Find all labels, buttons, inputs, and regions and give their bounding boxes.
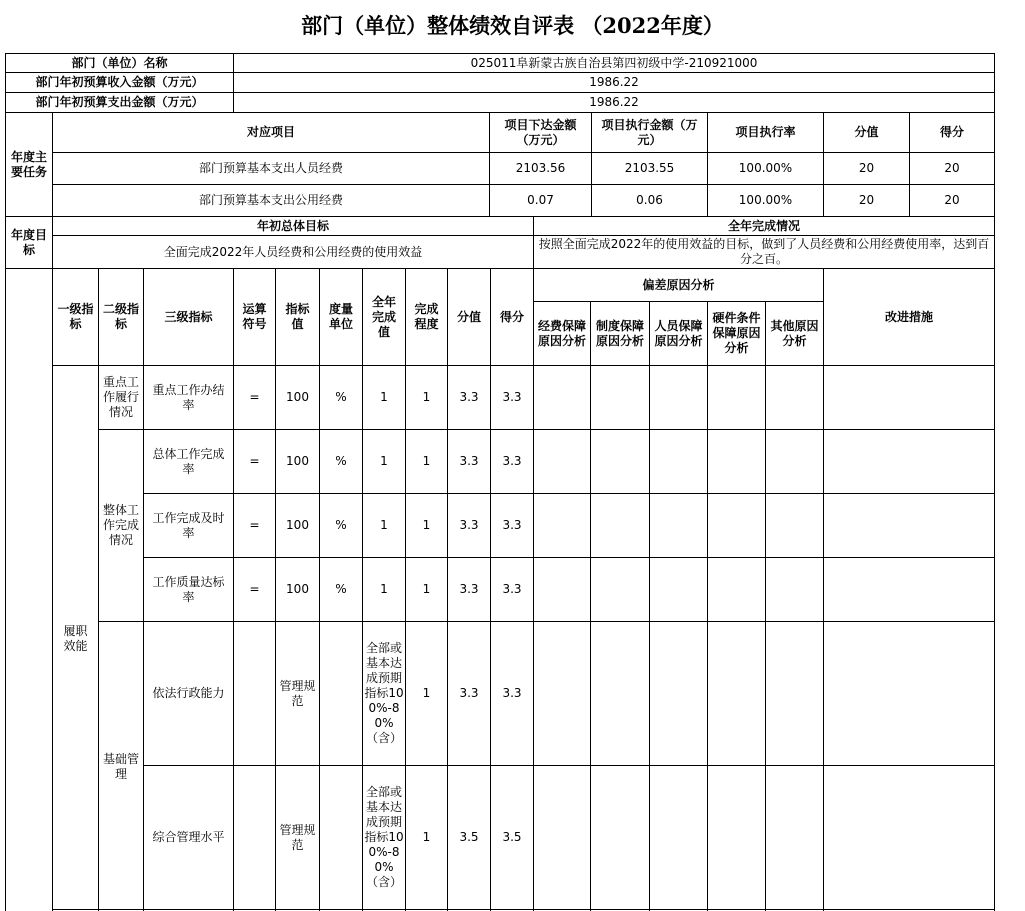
score-cell: 3.3 [502,518,522,532]
header-operator: 运算符号 [242,302,267,331]
score-value-cell: 3.3 [459,582,479,596]
operator-cell: = [249,390,260,404]
expense-label: 部门年初预算支出金额（万元） [35,95,204,109]
goals-section-label: 年度目标 [10,227,47,257]
header-actual: 全年完成值 [371,294,396,339]
level3-cell: 工作完成及时率 [152,510,225,540]
income-label: 部门年初预算收入金额（万元） [35,75,204,89]
header-unit: 度量单位 [328,302,353,331]
header-rate: 项目执行率 [735,125,796,139]
degree-cell: 1 [422,686,431,700]
header-dev-staff: 人员保障原因分析 [654,318,703,348]
level3-cell: 依法行政能力 [152,686,225,700]
operator-cell [234,766,275,909]
score-value-cell: 3.3 [459,518,479,532]
operator-cell: = [249,454,260,468]
score-cell: 3.3 [502,686,522,700]
score-value-cell: 3.3 [459,390,479,404]
task-project: 部门预算基本支出公用经费 [198,193,343,207]
header-dev-funding: 经费保障原因分析 [537,318,586,348]
level3-cell: 工作质量达标率 [152,574,225,604]
task-score: 20 [944,161,960,175]
header-score: 得分 [939,125,964,139]
level1-cell: 履职效能 [63,623,88,653]
degree-cell: 1 [422,830,431,844]
expense-value: 1986.22 [589,95,639,109]
unit-cell: % [335,518,347,532]
level2-cell: 重点工作履行情况 [102,375,139,419]
degree-cell: 1 [422,454,431,468]
task-score: 20 [944,193,960,207]
actual-cell: 1 [380,454,388,468]
level2-cell: 整体工作完成情况 [102,503,139,547]
task-executed: 0.06 [636,193,663,207]
header-improve: 改进措施 [884,309,933,324]
header-score-value: 分值 [456,309,481,324]
header-level1: 一级指标 [57,302,94,331]
actual-cell: 1 [380,582,388,596]
actual-cell: 全部或基本达成预期指标100%-80%（含） [364,641,404,745]
actual-cell: 全部或基本达成预期指标100%-80%（含） [364,785,404,889]
header-dev-other: 其他原因分析 [770,318,819,348]
header-executed: 项目执行金额（万元） [601,117,698,147]
score-cell: 3.3 [502,454,522,468]
header-level3: 三级指标 [164,309,213,324]
degree-cell: 1 [422,582,431,596]
target-cell: 100 [286,390,309,404]
level3-cell: 重点工作办结率 [152,382,225,412]
dept-name-value: 025011阜新蒙古族自治县第四初级中学-210921000 [470,55,758,70]
initial-goal-text: 全面完成2022年人员经费和公用经费的使用效益 [163,244,423,259]
score-value-cell: 3.5 [459,830,479,844]
operator-cell: = [249,518,260,532]
score-cell: 3.3 [502,582,522,596]
tasks-section-label: 年度主要任务 [10,149,47,179]
task-rate: 100.00% [738,193,793,207]
task-project: 部门预算基本支出人员经费 [198,161,343,175]
unit-cell: % [335,582,347,596]
target-cell: 100 [286,454,309,468]
header-degree: 完成程度 [414,302,439,331]
target-cell: 100 [286,582,309,596]
header-project: 对应项目 [246,125,295,139]
header-score: 得分 [499,309,524,324]
task-issued: 0.07 [527,193,554,207]
score-value-cell: 3.3 [459,686,479,700]
header-level2: 二级指标 [102,302,139,331]
completion-header: 全年完成情况 [727,218,800,233]
header-dev-hardware: 硬件条件保障原因分析 [712,311,761,355]
header-score-value: 分值 [854,125,879,139]
degree-cell: 1 [422,390,431,404]
target-cell: 管理规范 [279,822,316,852]
task-issued: 2103.56 [515,161,566,175]
page-title: 部门（单位）整体绩效自评表 （2022年度） [301,13,724,38]
score-value-cell: 3.3 [459,454,479,468]
header-dev-system: 制度保障原因分析 [595,318,644,348]
initial-goal-header: 年初总体目标 [256,218,329,233]
task-score-value: 20 [858,161,875,175]
task-executed: 2103.55 [624,161,675,175]
income-value: 1986.22 [589,75,639,89]
completion-text: 按照全面完成2022年的使用效益的目标，做到了人员经费和公用经费使用率，达到百分之百。 [538,237,990,266]
actual-cell: 1 [380,518,388,532]
target-cell: 管理规范 [279,678,316,708]
task-score-value: 20 [858,193,875,207]
operator-cell: = [249,582,260,596]
task-rate: 100.00% [738,161,793,175]
level3-cell: 综合管理水平 [152,830,225,844]
level3-cell: 总体工作完成率 [152,446,225,476]
actual-cell: 1 [380,390,388,404]
unit-cell: % [335,390,347,404]
unit-cell [320,766,362,909]
score-cell: 3.5 [502,830,522,844]
unit-cell: % [335,454,347,468]
dept-name-label: 部门（单位）名称 [71,55,168,70]
target-cell: 100 [286,518,309,532]
degree-cell: 1 [422,518,431,532]
score-cell: 3.3 [502,390,522,404]
header-target: 指标值 [285,302,310,331]
operator-cell [234,622,275,765]
unit-cell [320,622,362,765]
header-deviation: 偏差原因分析 [642,277,715,292]
header-issued: 项目下达金额（万元） [504,117,577,147]
level2-cell: 基础管理 [102,751,139,781]
